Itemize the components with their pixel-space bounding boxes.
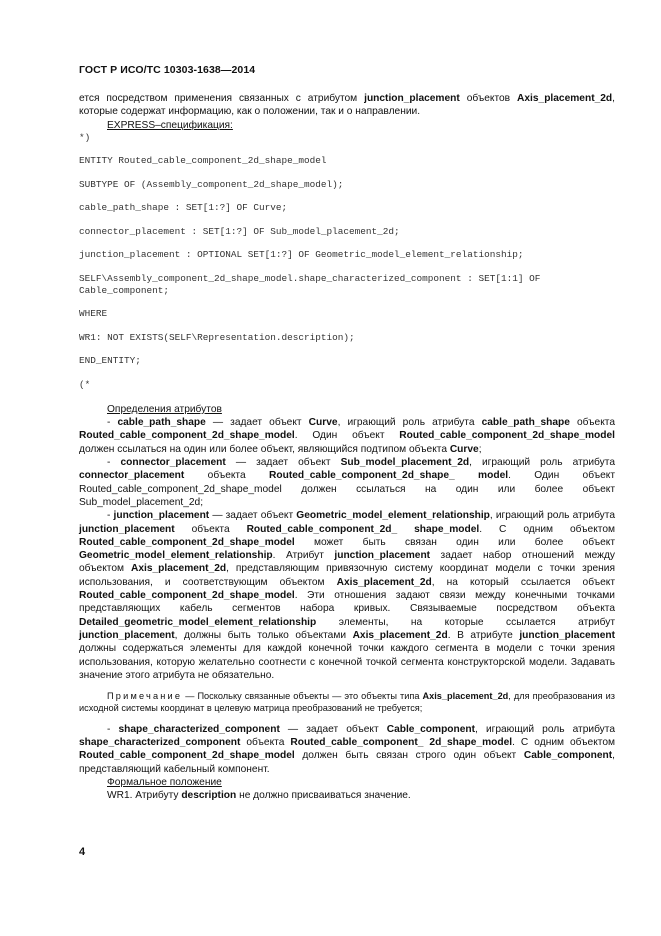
code-line: END_ENTITY; [79,355,141,367]
attributes-heading: Определения атрибутов [107,403,222,415]
code-line: junction_placement : OPTIONAL SET[1:?] OF Geometric_model_element_relationship; [79,249,524,261]
page-content [79,92,615,803]
formal-heading: Формальное положение [107,776,222,788]
code-line: ENTITY Routed_cable_component_2d_shape_model [79,155,327,167]
attribute-definition-junction-placement: - junction_placement — задает объект Geometric_model_element_relationship, играющий роль атрибута junction_placement объекта Routed_cable_component_2d_ shape_model. С одним объектом Routed_cable_component_2d_shape_model может быть связан один или более объект Geometric_model_element_relationship. Атрибут junction_placement задает набор отношений между объектом Axis_placement_2d, представляющим привязочную систему координат модели с точки зрения использования, и соответствующим объектом Axis_placement_2d, на который ссылается объект Routed_cable_component_2d_shape_model. Эти отношения задают связи между конечными точками представляющих кабель сегментов набора кривых. Связываемые посредством объекта Detailed_geometric_model_element_relationship элементы, на которые ссылается атрибут junction_placement, должны быть только объектами Axis_placement_2d. В атрибуте junction_placement должны содержаться элементы для каждой конечной точки каждого сегмента в модели с точки зрения использования, которую желательно соотнести с конечной точкой сегмента конструкторской модели. Задавать значение этого атрибута не обязательно. [79,510,615,681]
code-line: SUBTYPE OF (Assembly_component_2d_shape_model); [79,178,344,190]
code-line: *) [79,131,91,143]
express-heading: EXPRESS–спецификация: [107,119,233,131]
code-line: (* [79,378,91,390]
code-line: SELF\Assembly_component_2d_shape_model.shape_characterized_component : SET[1:1] OF Cable_component; [79,272,546,296]
code-line: connector_placement : SET[1:?] OF Sub_model_placement_2d; [79,225,400,237]
code-line: WR1: NOT EXISTS(SELF\Representation.description); [79,331,355,343]
code-line: cable_path_shape : SET[1:?] OF Curve; [79,202,288,214]
note-paragraph: Примечание — Поскольку связанные объекты — это объекты типа Axis_placement_2d, для преобразования из исходной системы координат в целевую матрица преобразований не требуется; [79,691,615,714]
formal-rule-wr1: WR1. Атрибуту description не должно присваиваться значение. [107,790,411,802]
attribute-definition-connector-placement: - connector_placement — задает объект Sub_model_placement_2d, играющий роль атрибута connector_placement объекта Routed_cable_component_2d_shape_ model. Один объект Routed_cable_component_2d_shape_model должен ссылаться на один или более объект Sub_model_placement_2d; [79,457,615,508]
page-number: 4 [79,846,86,858]
code-line: WHERE [79,308,108,320]
note-label: Примечание [107,691,183,702]
attribute-definition-shape-characterized-component: - shape_characterized_component — задает объект Cable_component, играющий роль атрибута shape_characterized_component объекта Routed_cable_component_ 2d_shape_model. С одним объектом Routed_cable_component_2d_shape_model должен быть связан строго один объект Cable_component, представляющий кабельный компонент. [79,723,616,775]
document-header: ГОСТ Р ИСО/ТС 10303-1638—2014 [79,64,256,76]
attribute-definition-cable-path-shape: - cable_path_shape — задает объект Curve, играющий роль атрибута cable_path_shape объекта Routed_cable_component_2d_shape_model. Один объект Routed_cable_component_2d_shape_model должен ссылаться на один или более объект, являющийся подтипом объекта Curve; [79,417,615,455]
intro-paragraph: ется посредством применения связанных с атрибутом junction_placement объектов Axis_placement_2d, которые содержат информацию, как о положении, так и о направлении. [79,93,615,118]
